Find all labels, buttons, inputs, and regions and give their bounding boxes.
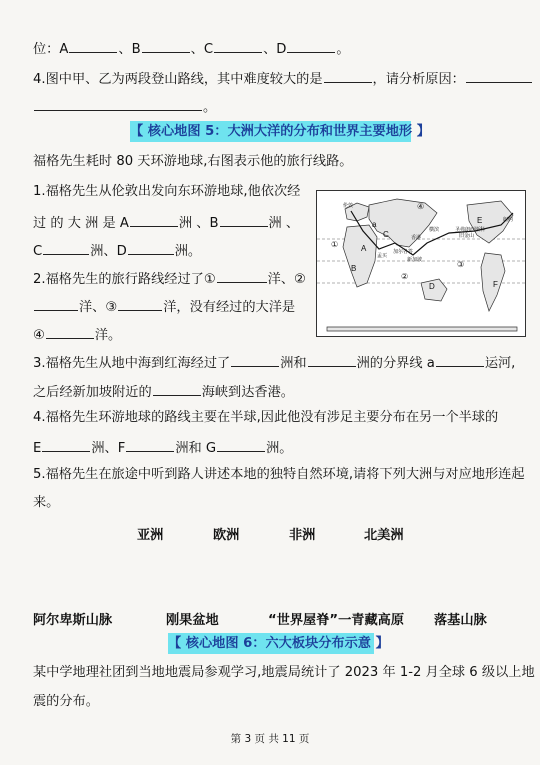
q2-text-c: 洋、③ xyxy=(79,300,118,315)
intro-5: 福格先生耗时 80 天环游地球,右图表示他的旅行线路。 xyxy=(33,154,353,169)
q2-text-d: 洋，没有经过的大洋是 xyxy=(163,300,296,315)
positions-question xyxy=(33,38,350,59)
world-map-figure xyxy=(317,191,525,336)
intro-6-line1: 某中学地理社团到当地地震局参观学习,地震局统计了 2023 年 1-2 月全球 6 级以上地 xyxy=(33,665,535,680)
label-d: D xyxy=(429,282,435,291)
q4-text-a: E xyxy=(33,441,42,456)
label-ocean-1: ① xyxy=(331,240,339,249)
blank-continent-c[interactable] xyxy=(43,240,89,255)
label-f: F xyxy=(493,280,498,289)
q3-text-c: 洲的分界线 a xyxy=(356,356,435,371)
city-calcutta: 加尔各答 xyxy=(393,249,414,255)
blank-a[interactable] xyxy=(69,38,117,53)
city-newyork: 纽约 xyxy=(503,217,514,223)
q3-text-a: 3.福格先生从地中海到红海经过了 xyxy=(33,356,231,371)
section-heading-6: 【 核心地图 6：六大板块分布示意 】 xyxy=(168,633,374,654)
q3-text-f: 海峡到达香港。 xyxy=(201,385,294,400)
blank-continent-g[interactable] xyxy=(217,437,265,452)
period: 。 xyxy=(336,42,350,57)
reason-blank-2[interactable] xyxy=(34,96,202,111)
q1-line1: 1.福格先生从伦敦出发向东环游地球,他依次经 xyxy=(33,184,301,199)
label-ocean-2: ② xyxy=(401,272,409,281)
sep-d: 、D xyxy=(263,42,287,57)
route-question-cont xyxy=(33,96,216,117)
intro-6-line2: 震的分布。 xyxy=(33,694,99,709)
q1-text-b: 洲 、B xyxy=(178,216,219,231)
q1-text-end: 洲。 xyxy=(174,244,202,259)
blank-continent-2[interactable] xyxy=(308,352,356,367)
blank-continent-1[interactable] xyxy=(231,352,279,367)
q2-text-a: 2.福格先生的旅行路线经过了① xyxy=(33,272,216,287)
blank-canal[interactable] xyxy=(436,352,484,367)
sep-c: 、C xyxy=(190,42,214,57)
antarctica-shape xyxy=(327,327,517,331)
label-ocean-4: ④ xyxy=(417,202,425,211)
blank-ocean-4[interactable] xyxy=(46,324,94,339)
q3-text-b: 洲和 xyxy=(280,356,307,371)
q1-text-d-label: 洲、D xyxy=(90,244,127,259)
reason-prompt: ，请分析原因： xyxy=(372,72,465,87)
label-b: B xyxy=(351,264,357,273)
blank-continent-e[interactable] xyxy=(42,437,90,452)
reason-blank-1[interactable] xyxy=(466,68,532,83)
q3-text-d: 运河, xyxy=(484,356,516,371)
q2-line1 xyxy=(33,268,306,289)
blank-ocean-1[interactable] xyxy=(217,268,267,283)
q2-line2 xyxy=(33,296,295,317)
terrain-congo-basin[interactable]: 刚果盆地 xyxy=(166,613,219,628)
q4-text-d: 洲。 xyxy=(266,441,293,456)
q2-text-e: ④ xyxy=(33,328,45,343)
q5-line1: 5.福格先生在旅途中听到路人讲述本地的独特自然环境,请将下列大洲与对应地形连起 xyxy=(33,467,525,482)
terrain-alps[interactable]: 阿尔卑斯山脉 xyxy=(33,613,113,628)
positions-label: 位：A xyxy=(33,42,69,57)
africa-shape xyxy=(343,225,377,287)
city-london: 伦敦 xyxy=(343,203,354,209)
q1-text-c: 洲 、 xyxy=(268,216,300,231)
period: 。 xyxy=(203,100,217,115)
city-sf: 圣弗朗西斯科 xyxy=(455,227,486,233)
label-a: A xyxy=(361,244,367,253)
continent-north-america[interactable]: 北美洲 xyxy=(364,528,404,543)
terrain-tibet-plateau[interactable]: “世界屋脊”一青藏高原 xyxy=(268,613,405,628)
q4-line1: 4.福格先生环游地球的路线主要在半球,因此他没有涉足主要分布在另一个半球的 xyxy=(33,410,499,425)
q1-text-c-label: C xyxy=(33,244,43,259)
q2-line3 xyxy=(33,324,121,345)
city-singapore: 新加坡 xyxy=(407,257,423,263)
q2-text-f: 洋。 xyxy=(94,328,122,343)
q3-line1 xyxy=(33,352,515,373)
continent-asia[interactable]: 亚洲 xyxy=(137,528,164,543)
q5-line2: 来。 xyxy=(33,495,60,510)
q1-text-a: 过 的 大 洲 是 A xyxy=(33,216,129,231)
blank-continent-d[interactable] xyxy=(128,240,174,255)
blank-c[interactable] xyxy=(214,38,262,53)
blank-ocean-2[interactable] xyxy=(34,296,78,311)
blank-ocean-3[interactable] xyxy=(118,296,162,311)
q1-line2 xyxy=(33,212,299,233)
terrain-rockies[interactable]: 落基山脉 xyxy=(434,613,487,628)
continent-africa[interactable]: 非洲 xyxy=(289,528,316,543)
route-blank[interactable] xyxy=(324,68,372,83)
asia-shape xyxy=(369,199,440,247)
q3-text-e: 之后经新加坡附近的 xyxy=(33,385,152,400)
q4-line2 xyxy=(33,437,292,458)
blank-continent-b[interactable] xyxy=(220,212,268,227)
blank-continent-a[interactable] xyxy=(130,212,178,227)
route-question xyxy=(33,68,533,89)
blank-b[interactable] xyxy=(142,38,190,53)
continent-europe[interactable]: 欧洲 xyxy=(213,528,240,543)
city-hongkong: 香港 xyxy=(411,235,422,241)
city-sf-alt: 旧金山 xyxy=(459,233,475,239)
blank-d[interactable] xyxy=(287,38,335,53)
blank-strait[interactable] xyxy=(153,381,201,396)
label-c: C xyxy=(383,230,389,239)
section-heading-5: 【 核心地图 5：大洲大洋的分布和世界主要地形 】 xyxy=(130,121,411,142)
q1-line3 xyxy=(33,240,201,261)
label-ocean-3: ③ xyxy=(457,260,465,269)
route-question-text: 4.图中甲、乙为两段登山路线，其中难度较大的是 xyxy=(33,72,323,87)
sep-b: 、B xyxy=(118,42,141,57)
q4-text-c: 洲和 G xyxy=(175,441,217,456)
blank-continent-f[interactable] xyxy=(126,437,174,452)
label-e: E xyxy=(477,216,483,225)
q2-text-b: 洋、② xyxy=(267,272,306,287)
city-yokohama: 横滨 xyxy=(429,227,440,233)
q3-line2 xyxy=(33,381,294,402)
city-bombay: 孟买 xyxy=(377,253,388,259)
label-canal-a: a xyxy=(372,220,377,229)
page-footer: 第 3 页 共 11 页 xyxy=(230,733,310,745)
world-route-map xyxy=(316,190,526,337)
q4-text-b: 洲、F xyxy=(91,441,126,456)
